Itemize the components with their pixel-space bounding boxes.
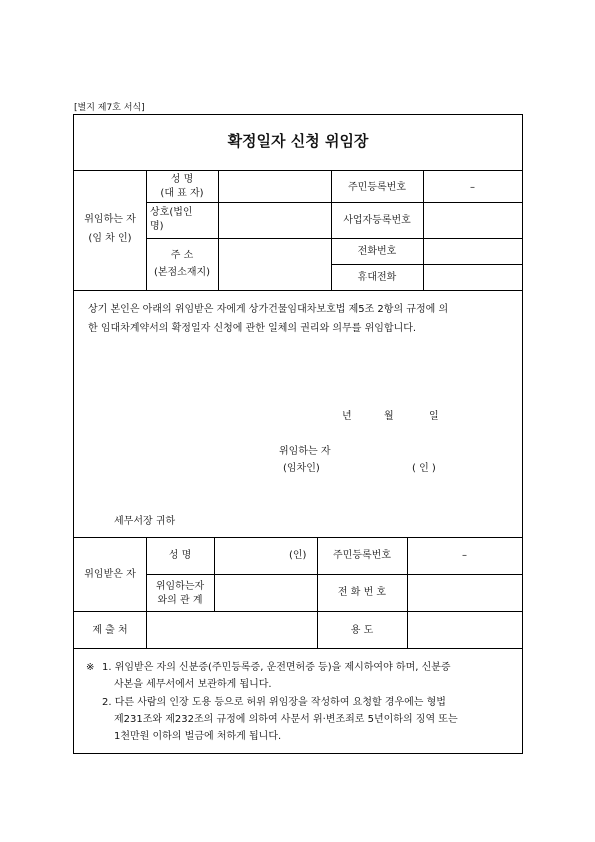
delegator-label: 위임하는 자 [84, 214, 136, 225]
trade-name-label-cont: 명) [150, 221, 164, 232]
mobile-label: 휴대전화 [357, 272, 397, 283]
representative-label: (대 표 자) [160, 188, 204, 199]
note-mark: ※ [86, 662, 95, 673]
divider [74, 170, 522, 171]
phone-label: 전화번호 [357, 246, 397, 257]
divider [218, 170, 219, 290]
addressee: 세무서장 귀하 [114, 516, 176, 527]
note-2-line-3: 1천만원 이하의 벌금에 처하게 됩니다. [114, 731, 282, 742]
divider [74, 290, 522, 291]
relation-label: 위임하는자 [155, 581, 205, 592]
divider [331, 264, 522, 265]
submit-to-label: 제 출 처 [92, 625, 128, 636]
form-frame [73, 114, 523, 754]
note-2-line-1: 2. 다른 사람의 인장 도용 등으로 허위 위임장을 작성하여 요청할 경우에는 형법 [102, 697, 446, 708]
delegate-label: 위임받은 자 [84, 569, 136, 580]
date-day-label: 일 [429, 411, 439, 422]
brn-label: 사업자등록번호 [343, 215, 411, 226]
date-month-label: 월 [384, 411, 394, 422]
signer-label: 위임하는 자 [279, 446, 331, 457]
delegate-seal-mark: (인) [289, 550, 307, 561]
note-1-line-2: 사본을 세무서에서 보관하게 됩니다. [114, 679, 272, 690]
divider [146, 202, 522, 203]
lessee-label: (임차인) [283, 463, 320, 474]
divider [407, 611, 408, 648]
note-2-line-2: 제231조와 제232조의 규정에 의하여 사문서 위·변조죄로 5년이하의 징역 또는 [114, 714, 458, 725]
name-label: 성 명 [170, 174, 194, 185]
relation-label-cont: 와의 관 계 [157, 595, 203, 606]
head-office-label: (본점소재지) [153, 267, 211, 278]
delegate-name-label: 성 명 [168, 550, 192, 561]
form-caption: [별지 제7호 서식] [74, 103, 145, 113]
divider [146, 574, 522, 575]
rrn-value: – [470, 182, 475, 193]
divider [146, 238, 522, 239]
divider [146, 611, 147, 648]
delegate-phone-label: 전 화 번 호 [337, 587, 387, 598]
date-year-label: 년 [342, 411, 352, 422]
statement-line-1: 상기 본인은 아래의 위임받은 자에게 상가건물임대차보호법 제5조 2항의 규정에 의 [88, 304, 449, 315]
delegate-rrn-value: – [462, 550, 467, 561]
address-label: 주 소 [170, 250, 194, 261]
page-title: 확정일자 신청 위임장 [227, 132, 369, 150]
divider [74, 648, 522, 649]
note-1-line-1: 1. 위임받은 자의 신분증(주민등록증, 운전면허증 등)을 제시하여야 하며, 신분증 [102, 662, 451, 673]
delegate-rrn-label: 주민등록번호 [333, 550, 391, 561]
purpose-label: 용 도 [350, 625, 374, 636]
divider [74, 611, 522, 612]
seal-mark: ( 인 ) [412, 463, 436, 474]
trade-name-label: 상호(법인 [150, 207, 193, 218]
statement-line-2: 한 임대차계약서의 확정일자 신청에 관한 일체의 권리와 의무를 위임합니다. [88, 323, 417, 334]
rrn-label: 주민등록번호 [348, 182, 406, 193]
divider [74, 537, 522, 538]
delegator-sublabel: (임 차 인) [88, 233, 132, 244]
